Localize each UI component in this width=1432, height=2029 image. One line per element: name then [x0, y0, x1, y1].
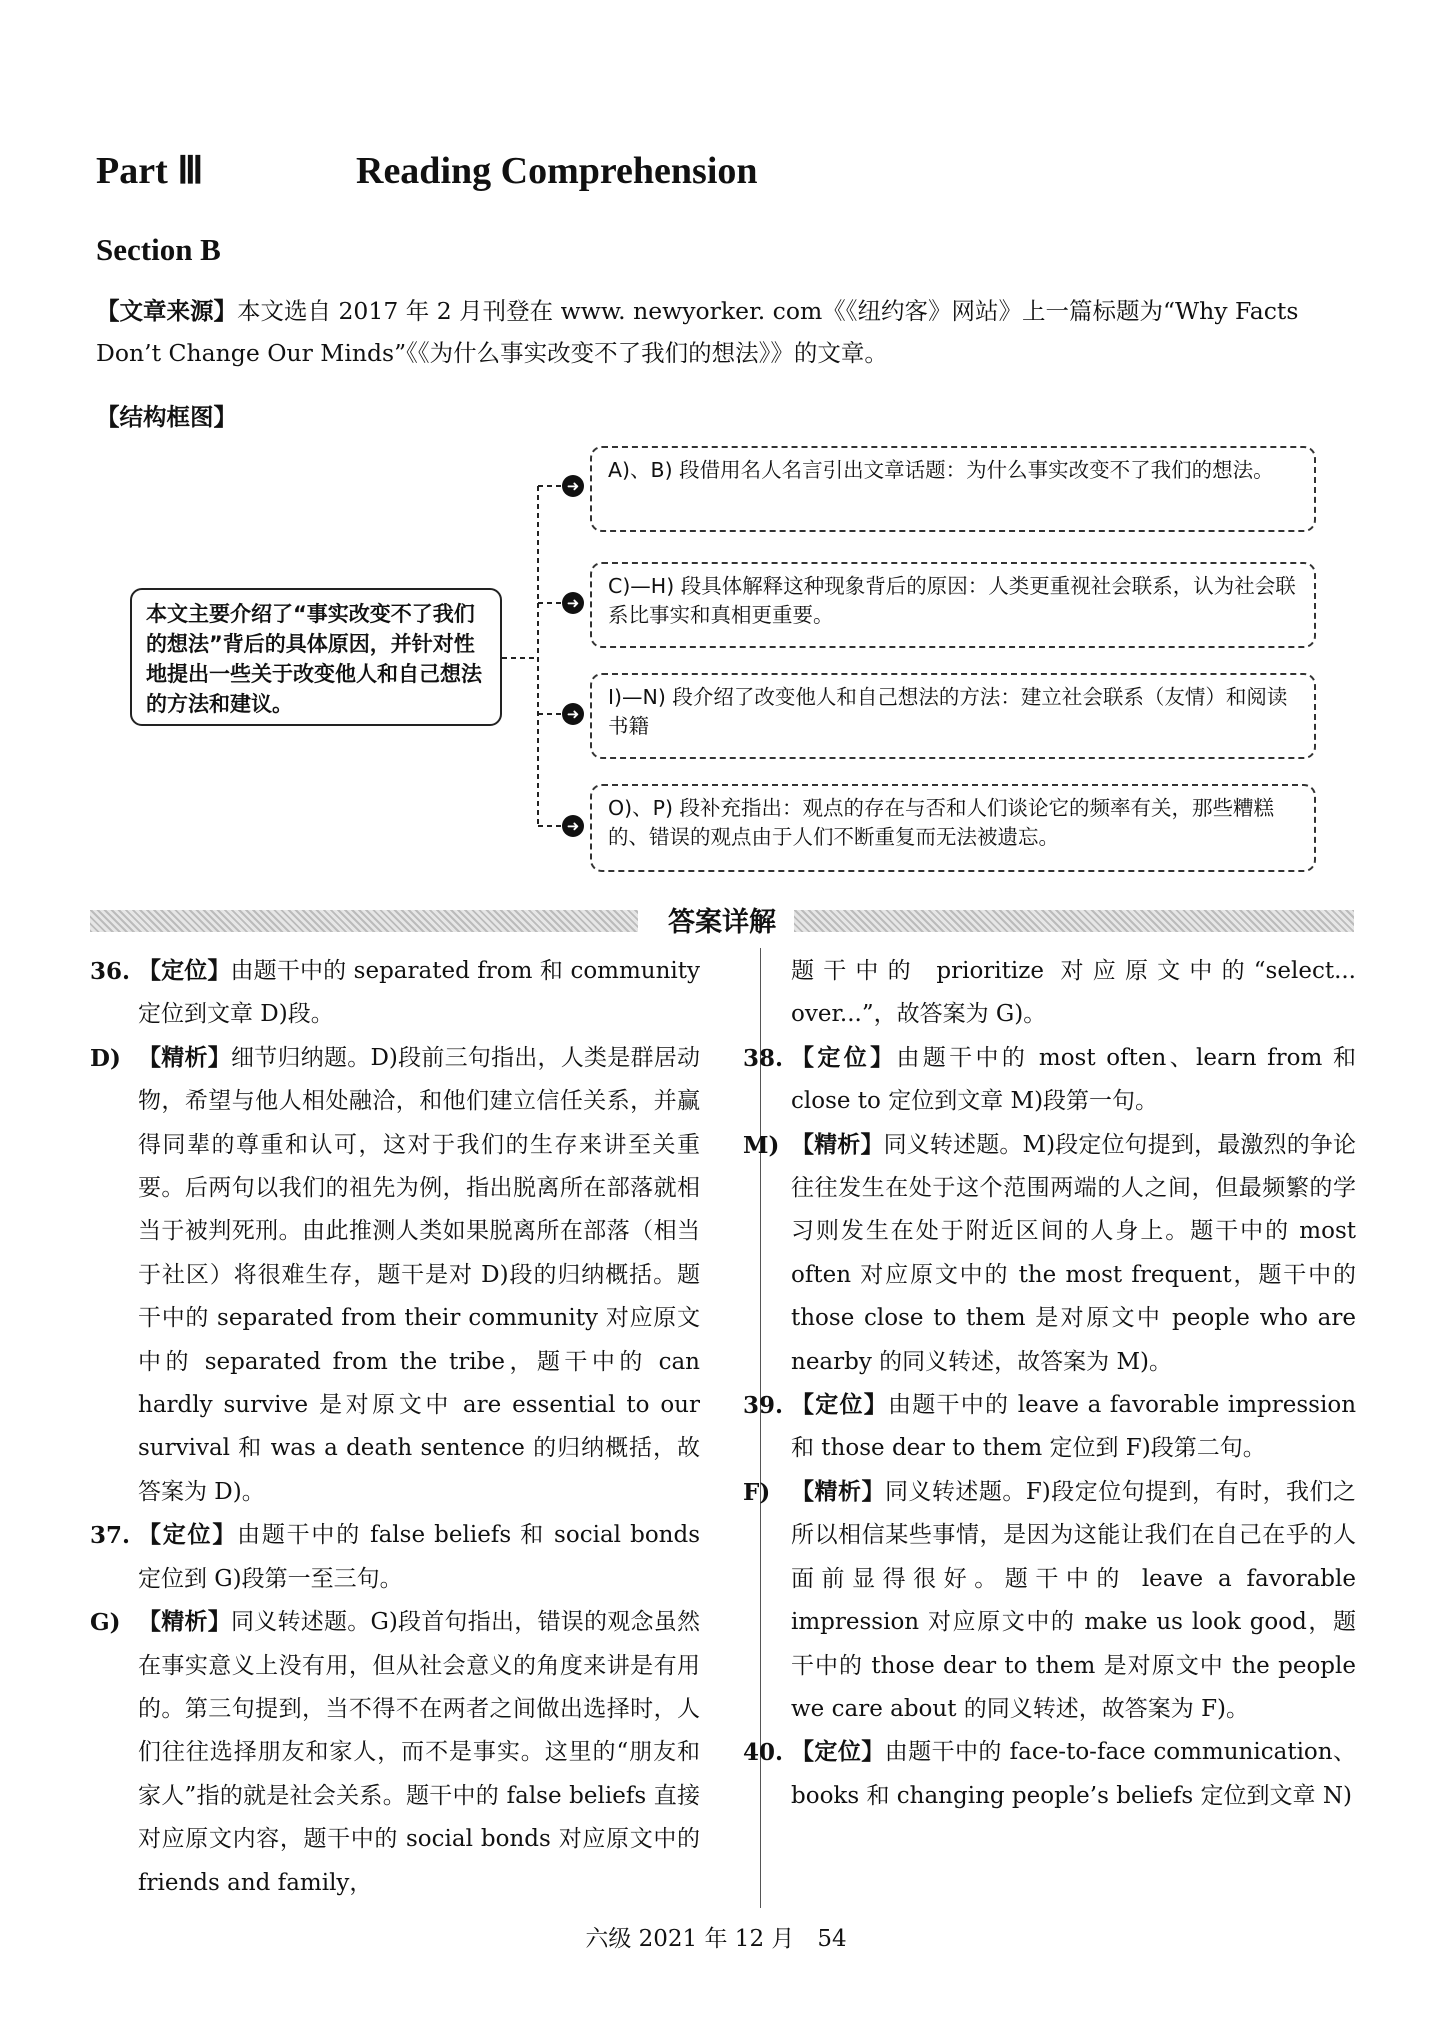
answer-item — [743, 1124, 1356, 1384]
item-text: 同义转述题。M)段定位句提到，最激烈的争论往往发生在处于这个范围两端的人之间，但最频繁的学习则发生在处于附近区间的人身上。题干中的 most often 对应原文中的 the most frequent，题干中的 those close to them 是对原文中 people who are nearby 的同义转述，故答案为 M)。 — [791, 1131, 1356, 1375]
answer-item — [743, 1037, 1356, 1124]
part-heading — [96, 148, 758, 193]
item-label: 36. — [90, 958, 131, 985]
item-text: 由题干中的 false beliefs 和 social bonds 定位到 G)段第一至三句。 — [138, 1522, 701, 1592]
item-label: 40. — [743, 1739, 784, 1767]
section-title: Section B — [96, 232, 221, 267]
answer-item — [90, 950, 700, 1037]
branch-box-in: I)—N) 段介绍了改变他人和自己想法的方法：建立社会联系（友情）和阅读书籍 — [590, 673, 1316, 759]
arrow-right-icon: ➜ — [562, 592, 584, 614]
item-tag: 【定位】 — [138, 1522, 238, 1549]
item-label: F) — [743, 1478, 771, 1506]
answer-item — [743, 1384, 1356, 1471]
answer-item — [743, 1471, 1356, 1731]
branch-box-ch: C)—H) 段具体解释这种现象背后的原因：人类更重视社会联系，认为社会联系比事实和真相更重要。 — [590, 562, 1316, 648]
item-tag: 【定位】 — [791, 1739, 885, 1766]
item-text: 由题干中的 leave a favorable impression 和 those dear to them 定位到 F)段第二句。 — [791, 1392, 1357, 1462]
item-tag: 【精析】 — [791, 1478, 885, 1505]
summary-box: 本文主要介绍了“事实改变不了我们的想法”背后的具体原因，并针对性地提出一些关于改变他人和自己想法的方法和建议。 — [130, 588, 502, 726]
item-label: G) — [90, 1609, 121, 1637]
answer-item — [90, 1601, 700, 1905]
left-column — [90, 950, 700, 1905]
item-tag: 【精析】 — [791, 1131, 884, 1158]
item-tag: 【精析】 — [138, 1044, 231, 1071]
arrow-right-icon: ➜ — [562, 815, 584, 837]
item-tag: 【定位】 — [791, 1044, 897, 1071]
item-text: 同义转述题。F)段定位句提到，有时，我们之所以相信某些事情，是因为这能让我们在自己在乎的人面前显得很好。题干中的 leave a favorable impression 对应原文中的 make us look good，题干中的 those dear to them 是对原文中 the people we care about 的同义转述，故答案为 F)。 — [791, 1478, 1357, 1722]
branch-box-ab: A)、B) 段借用名人名言引出文章话题：为什么事实改变不了我们的想法。 — [590, 446, 1316, 532]
item-text: 由题干中的 separated from 和 community 定位到文章 D)段。 — [138, 958, 701, 1028]
source-text: 本文选自 2017 年 2 月刊登在 www. newyorker. com《《纽约客》网站》上一篇标题为“Why Facts Don’t Change Our Minds”《《为什么事实改变不了我们的想法》》的文章。 — [96, 297, 1299, 367]
article-source — [96, 290, 1361, 374]
answers-banner — [90, 902, 1354, 936]
structure-label: 【结构框图】 — [96, 403, 237, 431]
arrow-right-icon: ➜ — [562, 475, 584, 497]
item-text: 题干中的 prioritize 对应原文中的“select... over...”，故答案为 G)。 — [791, 958, 1356, 1028]
item-tag: 【定位】 — [138, 958, 231, 984]
item-text: 细节归纳题。D)段前三句指出，人类是群居动物，希望与他人相处融洽，和他们建立信任关系，并赢得同辈的尊重和认可，这对于我们的生存来讲至关重要。后两句以我们的祖先为例，指出脱离所在部落就相当于被判死刑。由此推测人类如果脱离所在部落（相当于社区）将很难生存，题干是对 D)段的归纳概括。题干中的 separated from their community 对应原文中的 separated from the tribe，题干中的 can hardly survive 是对原文中 are essential to our survival 和 was a death sentence 的归纳概括，故答案为 D)。 — [138, 1044, 701, 1505]
item-text: 同义转述题。G)段首句指出，错误的观念虽然在事实意义上没有用，但从社会意义的角度来讲是有用的。第三句提到，当不得不在两者之间做出选择时，人们往往选择朋友和家人，而不是事实。这里的“朋友和家人”指的就是社会关系。题干中的 false beliefs 直接对应原文内容，题干中的 social bonds 对应原文中的 friends and family， — [138, 1609, 700, 1896]
answer-item — [743, 1731, 1356, 1818]
item-label: M) — [743, 1131, 780, 1159]
answer-item — [743, 950, 1356, 1037]
item-tag: 【定位】 — [791, 1392, 888, 1419]
answer-item — [90, 1037, 700, 1514]
page-footer: 六级 2021 年 12 月 54 — [585, 1926, 847, 1952]
answers-title: 答案详解 — [658, 907, 786, 938]
item-tag: 【精析】 — [138, 1609, 231, 1636]
source-tag: 【文章来源】 — [96, 297, 237, 325]
item-label: 39. — [743, 1392, 784, 1420]
item-label: 38. — [743, 1044, 784, 1072]
branch-box-op: O)、P) 段补充指出：观点的存在与否和人们谈论它的频率有关，那些糟糕的、错误的观点由于人们不断重复而无法被遗忘。 — [590, 784, 1316, 872]
item-label: D) — [90, 1044, 121, 1072]
item-text: 由题干中的 most often、learn from 和 close to 定位到文章 M)段第一句。 — [791, 1044, 1357, 1115]
right-column — [743, 950, 1356, 1818]
arrow-right-icon: ➜ — [562, 703, 584, 725]
answer-item — [90, 1514, 700, 1601]
item-label: 37. — [90, 1522, 131, 1550]
part-number: Part Ⅲ — [96, 150, 204, 192]
part-title: Reading Comprehension — [356, 150, 758, 192]
item-text: 由题干中的 face-to-face communication、books 和 changing people’s beliefs 定位到文章 N) — [791, 1739, 1357, 1809]
